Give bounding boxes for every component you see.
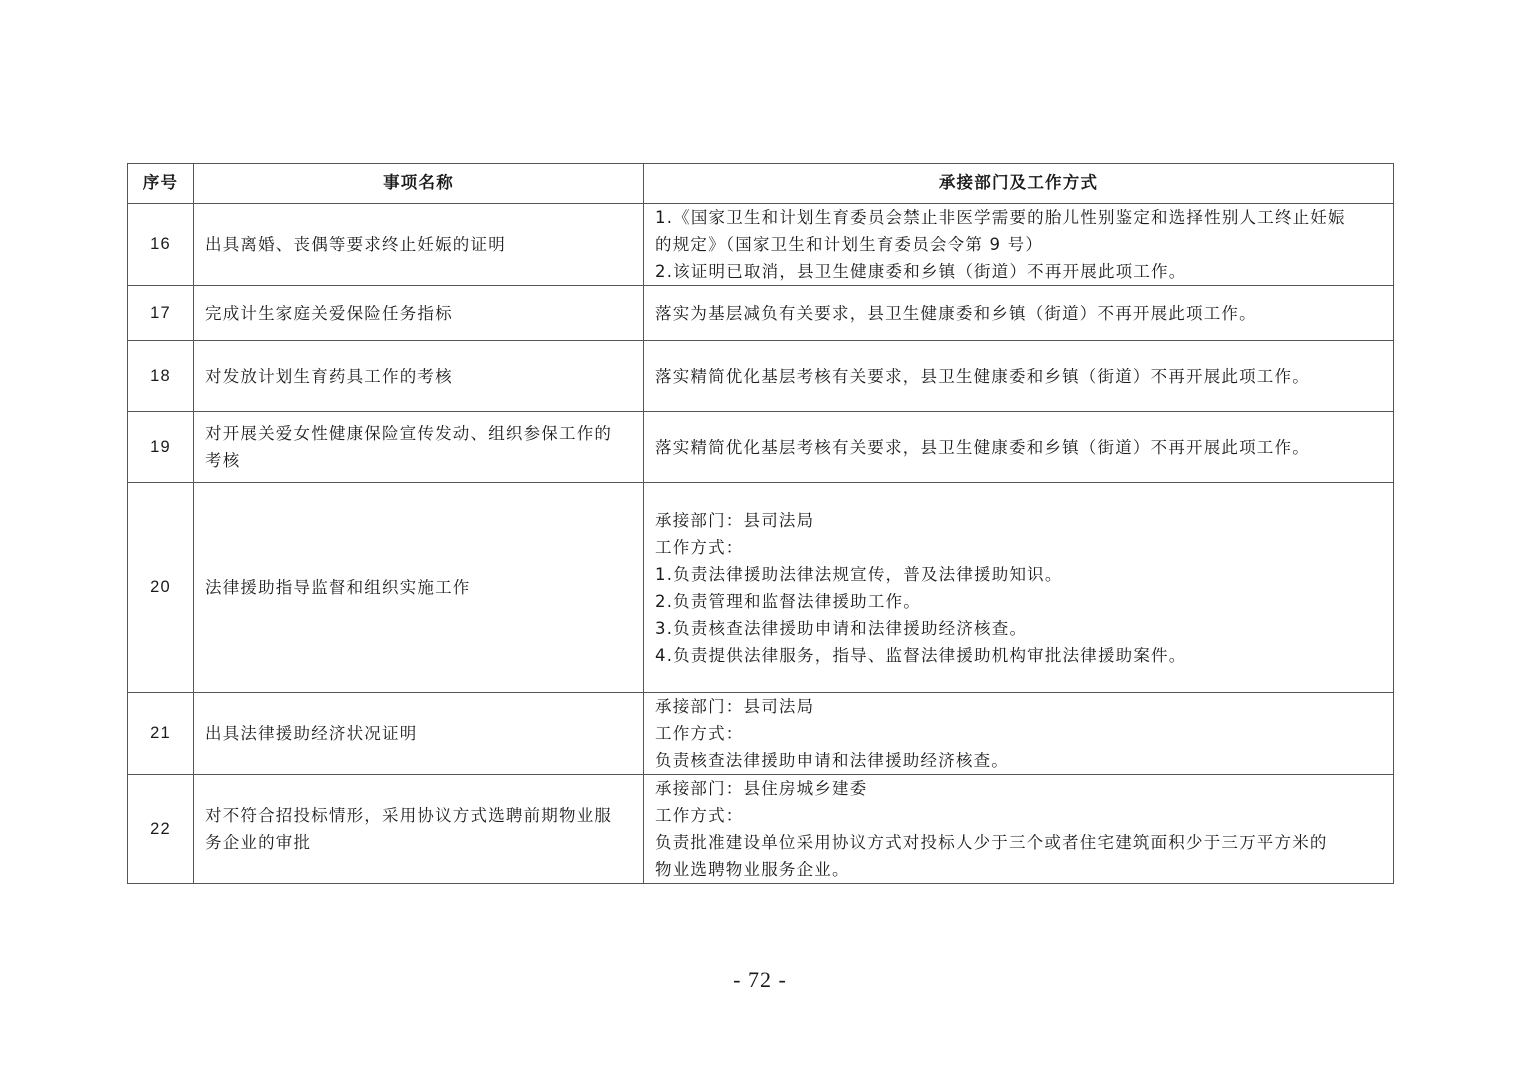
header-item-name: 事项名称 (194, 164, 644, 204)
row-index: 21 (128, 693, 194, 775)
method-line: 承接部门：县司法局 (655, 510, 815, 530)
row-index: 18 (128, 341, 194, 412)
row-department-method (644, 341, 1394, 412)
row-department-method (644, 483, 1394, 693)
item-name-line: 出具离婚、丧偶等要求终止妊娠的证明 (205, 235, 506, 254)
method-line: 工作方式： (655, 724, 744, 743)
table-row (128, 693, 1394, 775)
table-body (128, 204, 1394, 884)
item-name-line: 完成计生家庭关爱保险任务指标 (205, 303, 453, 323)
items-table (127, 163, 1394, 884)
row-index: 19 (128, 412, 194, 483)
header-department-method: 承接部门及工作方式 (644, 164, 1394, 204)
item-name-line: 对发放计划生育药具工作的考核 (205, 366, 453, 386)
row-item-name (194, 693, 644, 775)
row-department-method (644, 775, 1394, 884)
method-line: 4.负责提供法律服务，指导、监督法律援助机构审批法律援助案件。 (655, 645, 1187, 665)
item-name-line: 务企业的审批 (205, 833, 312, 852)
method-line: 承接部门：县住房城乡建委 (655, 779, 868, 798)
table-row (128, 483, 1394, 693)
item-name-line: 对不符合招投标情形，采用协议方式选聘前期物业服 (205, 806, 613, 825)
row-index: 17 (128, 286, 194, 341)
row-department-method (644, 286, 1394, 341)
method-line: 落实为基层减负有关要求，县卫生健康委和乡镇（街道）不再开展此项工作。 (655, 303, 1257, 323)
method-line: 物业选聘物业服务企业。 (655, 860, 850, 879)
row-item-name (194, 286, 644, 341)
table-row (128, 341, 1394, 412)
item-name-line: 出具法律援助经济状况证明 (205, 724, 418, 743)
method-line: 1.负责法律援助法律法规宣传，普及法律援助知识。 (655, 564, 1063, 584)
row-item-name (194, 483, 644, 693)
row-item-name (194, 775, 644, 884)
method-line: 2.负责管理和监督法律援助工作。 (655, 591, 921, 611)
method-line: 落实精简优化基层考核有关要求，县卫生健康委和乡镇（街道）不再开展此项工作。 (655, 437, 1310, 457)
page-number: - 72 - (733, 967, 787, 992)
method-line: 负责核查法律援助申请和法律援助经济核查。 (655, 751, 1009, 770)
header-index: 序号 (128, 164, 194, 204)
method-line: 工作方式： (655, 806, 744, 825)
row-index: 16 (128, 204, 194, 286)
row-item-name (194, 341, 644, 412)
method-line: 落实精简优化基层考核有关要求，县卫生健康委和乡镇（街道）不再开展此项工作。 (655, 366, 1310, 386)
method-line: 3.负责核查法律援助申请和法律援助经济核查。 (655, 618, 1028, 638)
item-name-line: 考核 (205, 451, 241, 470)
row-department-method (644, 204, 1394, 286)
item-name-line: 对开展关爱女性健康保险宣传发动、组织参保工作的 (205, 424, 613, 443)
row-item-name (194, 412, 644, 483)
method-line: 负责批准建设单位采用协议方式对投标人少于三个或者住宅建筑面积少于三万平方米的 (655, 833, 1328, 852)
table-row (128, 775, 1394, 884)
table-row (128, 204, 1394, 286)
method-line: 2.该证明已取消，县卫生健康委和乡镇（街道）不再开展此项工作。 (655, 262, 1187, 281)
method-line: 的规定》（国家卫生和计划生育委员会令第 9 号） (655, 235, 1044, 254)
method-line: 承接部门：县司法局 (655, 697, 815, 716)
method-line: 1.《国家卫生和计划生育委员会禁止非医学需要的胎儿性别鉴定和选择性别人工终止妊娠 (655, 208, 1346, 227)
row-department-method (644, 412, 1394, 483)
table-header-row (128, 164, 1394, 204)
row-index: 22 (128, 775, 194, 884)
table-row (128, 412, 1394, 483)
row-department-method (644, 693, 1394, 775)
table-row (128, 286, 1394, 341)
row-item-name (194, 204, 644, 286)
method-line: 工作方式： (655, 537, 744, 557)
item-name-line: 法律援助指导监督和组织实施工作 (205, 578, 471, 597)
row-index: 20 (128, 483, 194, 693)
